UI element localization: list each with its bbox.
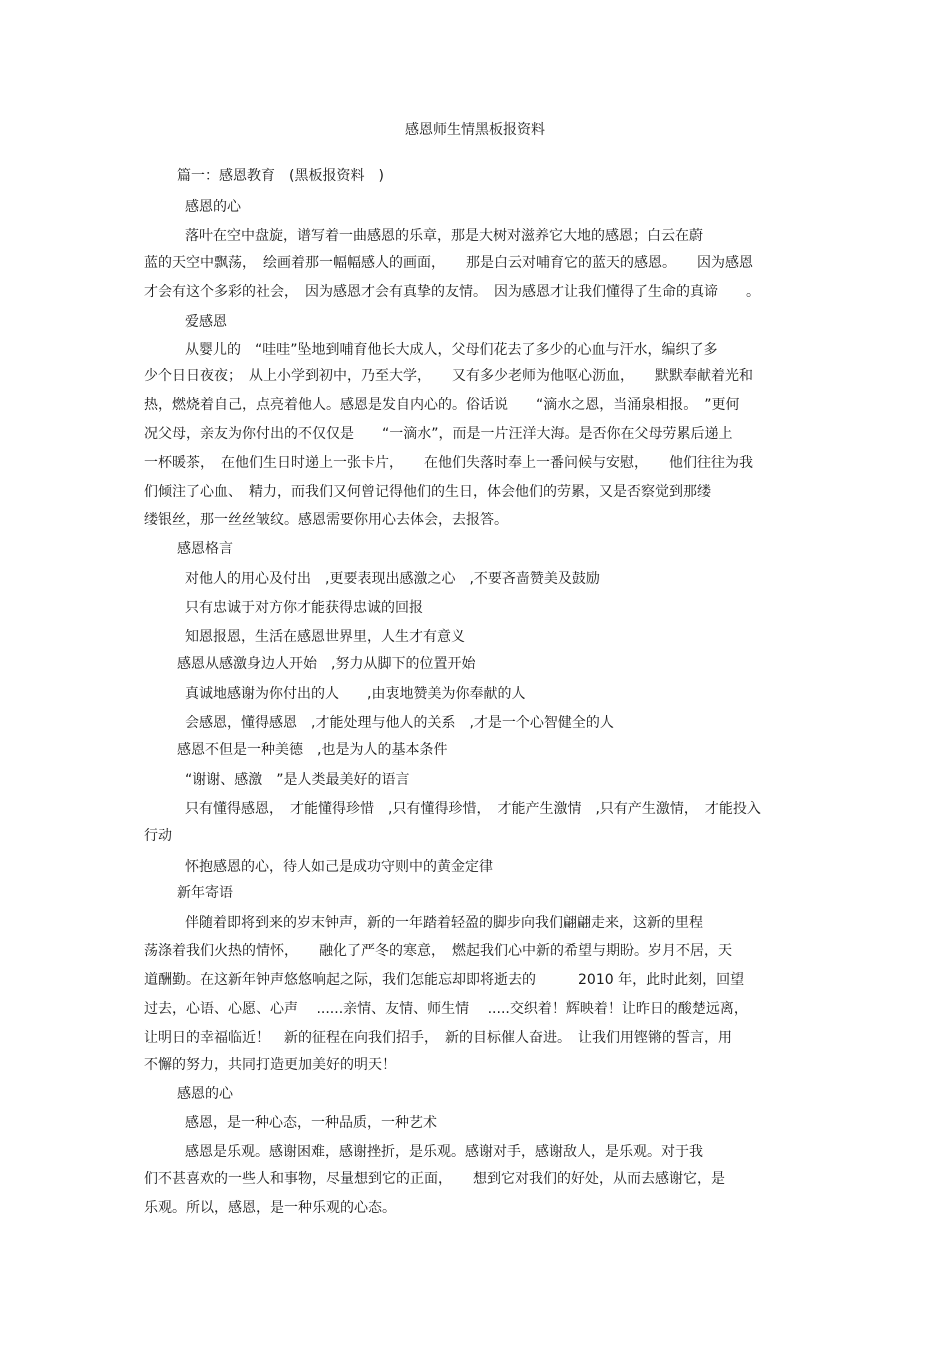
quote-line: 只有忠诚于对方你才能获得忠诚的回报 — [185, 600, 423, 616]
quote-line: “谢谢、感激 ”是人类最美好的语言 — [185, 772, 410, 788]
subheading: 新年寄语 — [177, 885, 233, 901]
paragraph-line: 落叶在空中盘旋，谱写着一曲感恩的乐章，那是大树对滋养它大地的感恩；白云在蔚 — [185, 228, 703, 244]
paragraph-line: 伴随着即将到来的岁末钟声，新的一年踏着轻盈的脚步向我们翩翩走来，这新的里程 — [185, 915, 703, 931]
paragraph-line: 蓝的天空中飘荡， 绘画着那一幅幅感人的画面， 那是白云对哺育它的蓝天的感恩。 因为感恩 — [144, 255, 753, 271]
subheading: 感恩的心 — [185, 199, 241, 215]
paragraph-line: 乐观。所以，感恩，是一种乐观的心态。 — [144, 1200, 396, 1216]
paragraph-line: 们倾注了心血、 精力，而我们又何曾记得他们的生日，体会他们的劳累，又是否察觉到那缕 — [144, 484, 711, 500]
quote-line: 知恩报恩，生活在感恩世界里，人生才有意义 — [185, 629, 465, 645]
paragraph-line: 少个日日夜夜； 从上小学到初中，乃至大学， 又有多少老师为他呕心沥血， 默默奉献着光和 — [144, 368, 753, 384]
paragraph-line: 才会有这个多彩的社会， 因为感恩才会有真挚的友情。 因为感恩才让我们懂得了生命的真谛 。 — [144, 284, 760, 300]
paragraph-line: 一杯暖茶， 在他们生日时递上一张卡片， 在他们失落时奉上一番问候与安慰， 他们往往为我 — [144, 455, 753, 471]
quote-line: 对他人的用心及付出 ,更要表现出感激之心 ,不要吝啬赞美及鼓励 — [185, 571, 600, 587]
paragraph-line: 不懈的努力，共同打造更加美好的明天！ — [144, 1057, 396, 1073]
paragraph-line: 道酬勤。在这新年钟声悠悠响起之际，我们怎能忘却即将逝去的 2010 年，此时此刻，回望 — [144, 972, 745, 988]
quote-line: 只有懂得感恩， 才能懂得珍惜 ,只有懂得珍惜， 才能产生激情 ,只有产生激情， 才能投入 — [185, 801, 761, 817]
paragraph-line: 缕银丝，那一丝丝皱纹。感恩需要你用心去体会，去报答。 — [144, 512, 508, 528]
paragraph-line: 荡涤着我们火热的情怀， 融化了严冬的寒意， 燃起我们心中新的希望与期盼。岁月不居，天 — [144, 943, 732, 959]
paragraph-line: 感恩，是一种心态，一种品质，一种艺术 — [185, 1115, 437, 1131]
section-heading: 篇一：感恩教育 (黑板报资料 ) — [177, 168, 384, 184]
subheading: 感恩格言 — [177, 541, 233, 557]
subheading: 爱感恩 — [185, 314, 227, 330]
quote-line: 行动 — [144, 828, 172, 844]
paragraph-line: 让明日的幸福临近！ 新的征程在向我们招手， 新的目标催人奋进。 让我们用铿锵的誓言，用 — [144, 1030, 732, 1046]
paragraph-line: 况父母，亲友为你付出的不仅仅是 “一滴水”，而是一片汪洋大海。是否你在父母劳累后递上 — [144, 426, 733, 442]
paragraph-line: 热，燃烧着自己，点亮着他人。感恩是发自内心的。俗话说 “滴水之恩，当涌泉相报。 ”更何 — [144, 397, 740, 413]
paragraph-line: 感恩是乐观。感谢困难，感谢挫折，是乐观。感谢对手，感谢敌人，是乐观。对于我 — [185, 1144, 703, 1160]
quote-line: 感恩从感激身边人开始 ,努力从脚下的位置开始 — [177, 656, 476, 672]
quote-line: 感恩不但是一种美德 ,也是为人的基本条件 — [177, 742, 448, 758]
paragraph-line: 们不甚喜欢的一些人和事物，尽量想到它的正面， 想到它对我们的好处，从而去感谢它，是 — [144, 1171, 725, 1187]
paragraph-line: 过去，心语、心愿、心声 ......亲情、友情、师生情 .....交织着！辉映着！让昨日的酸楚远离， — [144, 1001, 748, 1017]
quote-line: 真诚地感谢为你付出的人 ,由衷地赞美为你奉献的人 — [185, 686, 526, 702]
quote-line: 会感恩，懂得感恩 ,才能处理与他人的关系 ,才是一个心智健全的人 — [185, 715, 614, 731]
quote-line: 怀抱感恩的心，待人如己是成功守则中的黄金定律 — [185, 859, 493, 875]
document-title: 感恩师生情黑板报资料 — [405, 122, 545, 138]
subheading: 感恩的心 — [177, 1086, 233, 1102]
paragraph-line: 从婴儿的 “哇哇”坠地到哺育他长大成人，父母们花去了多少的心血与汗水，编织了多 — [185, 342, 718, 358]
